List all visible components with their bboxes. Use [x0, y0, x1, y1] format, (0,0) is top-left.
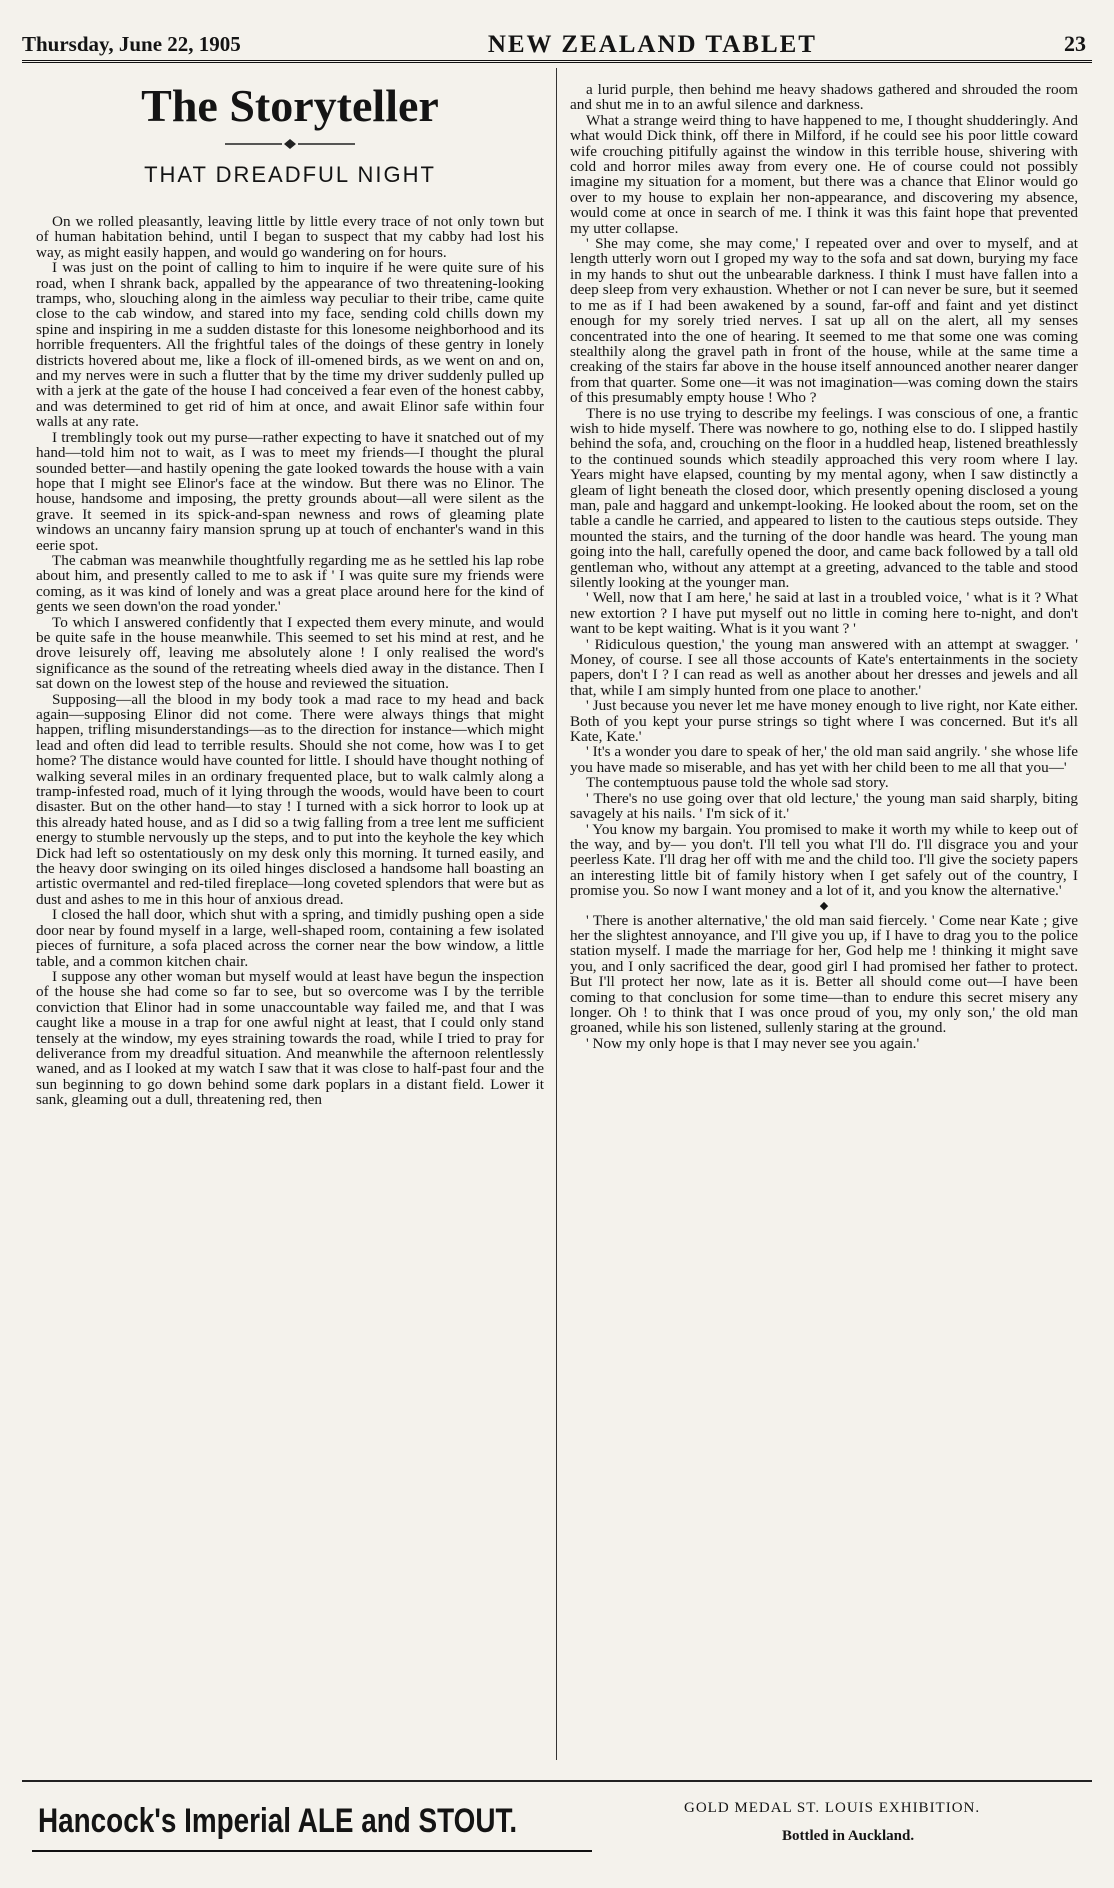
story-paragraph: ' Well, now that I am here,' he said at last in a troubled voice, ' what is it ? What new extortion ? I have put myself out no little in coming here to-night, and don't want to be kept waiting. What is it you want ? ': [570, 589, 1078, 638]
issue-date: Thursday, June 22, 1905: [22, 32, 241, 56]
story-paragraph: Supposing—all the blood in my body took a mad race to my head and back again—supposing Elinor did not come. There were always things that might happen, trifling misunderstandings—as to the direction for instance—which might lead and often did lead to terrible results. Should she not come, how was I to get home? The distance would have counted for little. I should have thought nothing of walking several miles in an ordinary frequented place, but to walk calmly along a tramp-infested road, much of it lying through the woods, would have been to court disaster. But on the other hand—to stay ! I turned with a sick horror to look up at this already hated house, and as I did so a twig falling from a tree lent me sufficient energy to stumble nervously up the steps, and to put into the keyhole the key which Dick had left so ostentatiously on my desk only this morning. It turned easily, and the heavy door swinging on its oiled hinges disclosed a handsome hall boasting an artistic overmantel and red-tiled fireplace—long coveted splendors that were but as dust and ashes to me in this hour of anxious dread.: [36, 690, 544, 908]
ornament-rule-icon: [36, 138, 544, 152]
story-paragraph: ' There is another alternative,' the old man said fiercely. ' Come near Kate ; give her the slightest annoyance, and I'll give you up, if I have to drag you to the police station myself. I made the marriage for her, God help me ! thinking it might save you, and I only sacrificed the dear, good girl I had promised her father to protect. But I'll protect her now, late as it is. Better all should come out—I have been coming to that conclusion for some time—than to endure this secret misery any longer. Oh ! to think that I was once proud of you, my only son,' the old man groaned, while his son listened, sullenly staring at the ground.: [570, 911, 1078, 1037]
story-paragraph: ' It's a wonder you dare to speak of her,' the old man said angrily. ' she whose life you have made so miserable, and has yet with her child been to me all that you—': [570, 743, 1078, 776]
page-number: 23: [1063, 31, 1086, 56]
story-paragraph: To which I answered confidently that I expected them every minute, and would be quite safe in the house meanwhile. This seemed to set his mind at rest, and he drove leisurely off, leaving me absolutely alone ! I only realised the word's significance as the sound of the retreating wheels died away in the distance. Then I sat down on the lowest step of the house and reviewed the situation.: [36, 613, 544, 693]
story-paragraph: ' You know my bargain. You promised to make it worth my while to keep out of the way, and by— you don't. I'll tell you what I'll do. I'll disgrace you and your peerless Kate. I'll drag her off with me and the child too. I'll give the society papers an interesting little bit of family history when I get safely out of the country, I promise you. So now I want money and a lot of it, and you know the alternative.': [570, 820, 1078, 900]
story-paragraph: ' Just because you never let me have money enough to live right, nor Kate either. Both of you kept your purse strings so tight where I was concerned. But it's all Kate, Kate.': [570, 697, 1078, 746]
masthead: [22, 26, 1092, 63]
left-column: [36, 78, 544, 1108]
ad-exhibition-text: GOLD MEDAL ST. LOUIS EXHIBITION.: [684, 1800, 981, 1816]
story-heading: The Storyteller: [141, 80, 439, 131]
story-paragraph: a lurid purple, then behind me heavy shadows gathered and shrouded the room and shut me in to an awful silence and darkness.: [570, 81, 1078, 114]
ad-bottled-text: Bottled in Auckland.: [782, 1828, 915, 1844]
column-divider: [556, 68, 557, 1760]
story-paragraph: I closed the hall door, which shut with a spring, and timidly pushing open a side door near by found myself in a large, well-shaped room, containing a few isolated pieces of furniture, a sofa placed across the corner near the bow window, a little table, and a common kitchen chair.: [36, 906, 544, 970]
story-paragraph: ' Ridiculous question,' the young man answered with an attempt at swagger. ' Money, of course. I see all those accounts of Kate's entertainments in the society papers, don't I ? I can read as well as another about her dresses and jewels and all that, while I am simply hunted from one place to another.': [570, 635, 1078, 699]
story-paragraph: I suppose any other woman but myself would at least have begun the inspection of the house she had come so far to see, but so overcome was I by the terrible conviction that Elinor had in some unaccountable way failed me, and that I was caught like a mouse in a trap for one awful night at least, that I could only stand tensely at the window, my eyes straining towards the road, while I tried to pray for deliverance from my dreadful situation. And meanwhile the afternoon relentlessly waned, and as I looked at my watch I saw that it was close to half-past four and the sun beginning to go down behind some dark poplars in a distant field. Lower it sank, gleaming out a dull, threatening red, then: [36, 967, 544, 1109]
ad-underline: [32, 1850, 592, 1852]
publication-title: NEW ZEALAND TABLET: [487, 31, 817, 58]
section-break-icon: ◆: [819, 899, 829, 912]
story-paragraph: The contemptuous pause told the whole sad story.: [586, 774, 889, 792]
story-paragraph: ' She may come, she may come,' I repeated over and over to myself, and at length utterly worn out I groped my way to the sofa and sat down, burying my face in my hands to shut out the unbearable darkness. I think I must have fallen into a deep sleep from very exhaustion. Whether or not I can never be sure, but it seemed to me as if I had been awakened by a sound, far-off and faint and yet distinct enough for my sorely tried nerves. I sat up all on the alert, all my senses concentrated into the one of hearing. It seemed to me that some one was coming stealthily along the gravel path in front of the house, while at the same time a creaking of the stairs far above in the house itself announced another nearer danger from that quarter. Some one—it was not imagination—was coming down the stairs of this presumably empty house ! Who ?: [570, 235, 1078, 407]
story-paragraph: On we rolled pleasantly, leaving little by little every trace of not only town but of human habitation behind, until I began to suspect that my cabby had lost his way, as might easily happen, and would go wandering on for hours.: [36, 213, 544, 261]
story-paragraph: I was just on the point of calling to him to inquire if he were quite sure of his road, when I shrank back, appalled by the appearance of two threatening-looking tramps, who, slouching along in the aimless way peculiar to their tribe, came quite close to the cab window, and stared into my face, sending cold chills down my spine and inspiring in me a sudden distaste for this lonesome neighborhood and its horrible frequenters. All the frightful tales of the doings of these gentry in lonely districts hovered about me, like a flock of ill-omened birds, as we went on and on, and my nerves were in such a flutter that by the time my driver suddenly pulled up with a jerk at the gate of the house I had conceived a fear even of the honest cabby, and was determined to get rid of him at once, and await Elinor safe within four walls at any rate.: [36, 259, 544, 431]
story-paragraph: I tremblingly took out my purse—rather expecting to have it snatched out of my hand—told him not to wait, as I was to meet my friends—I thought the plural sounded better—and hastily opening the gate looked towards the house with a vain hope that I might see Elinor's face at the window. But there was no Elinor. The house, handsome and imposing, the pretty grounds about—all were silent as the grave. It seemed in its spick-and-span newness and rows of gleaming plate windows an uncanny fairy mansion sprung up at touch of enchanter's wand in this eerie spot.: [36, 428, 544, 554]
ad-product-name: Hancock's Imperial ALE and STOUT.: [38, 1802, 518, 1840]
story-paragraph: The cabman was meanwhile thoughtfully regarding me as he settled his lap robe about him, and presently called to me to ask if ' I was quite sure my friends were coming, as it was kind of lonely and was a great place around here for the kind of gents we seen down'on the road yonder.': [36, 551, 544, 616]
story-paragraph: ' There's no use going over that old lecture,' the young man said sharply, biting savagely at his nails. ' I'm sick of it.': [570, 789, 1078, 823]
story-paragraph: There is no use trying to describe my feelings. I was conscious of one, a frantic wish to hide myself. There was nowhere to go, nothing else to do. I slipped hastily behind the sofa, and, crouching on the floor in a huddled heap, listened breathlessly to the continued sounds which steadily approached this very room where I lay. Years might have elapsed, counting by my mental agony, when I saw distinctly a gleam of light beneath the closed door, which presently opening disclosed a young man, pale and haggard and unkempt-looking. He looked about the room, set on the table a candle he carried, and appeared to listen to the cautious steps outside. They mounted the stairs, and the turning of the door handle was heard. The young man going into the hall, carefully opened the door, and came back followed by a tall old gentleman who, without any attempt at a greeting, advanced to the table and stood silently looking at the younger man.: [570, 404, 1078, 591]
story-paragraph: ' Now my only hope is that I may never see you again.': [586, 1034, 920, 1052]
story-paragraph: What a strange weird thing to have happened to me, I thought shudderingly. And what would Dick think, off there in Milford, if he could see his poor little coward wife crouching pitifully against the window in this terrible house, shivering with cold and horror miles away from every one. He of course could not possibly imagine my situation for a moment, but there was a chance that Elinor would go over to my house to explain her non-appearance, and discovering my absence, would come at once in search of me. I think it was this faint hope that prevented my utter collapse.: [570, 111, 1078, 237]
advertisement-banner: [22, 1780, 1092, 1882]
right-column: [570, 82, 1078, 1051]
story-subheading: THAT DREADFUL NIGHT: [144, 162, 436, 187]
